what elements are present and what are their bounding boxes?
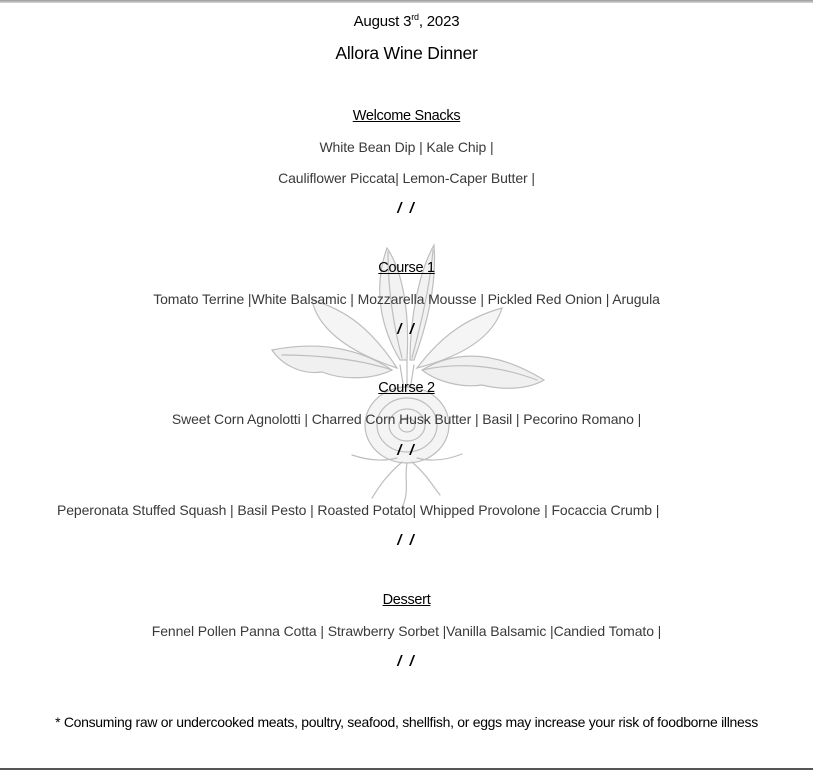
event-date: August 3rd, 2023 <box>353 12 460 30</box>
section-separator: / / <box>397 200 416 217</box>
allergy-footnote: * Consuming raw or undercooked meats, poultry, seafood, shellfish, or eggs may increase your risk of foodborne illness <box>55 714 758 730</box>
section-separator: / / <box>397 321 416 338</box>
section-heading-dessert: Dessert <box>382 592 431 608</box>
section-heading-course-2: Course 2 <box>378 380 435 396</box>
menu-line: Fennel Pollen Panna Cotta | Strawberry Sorbet |Vanilla Balsamic |Candied Tomato | <box>151 623 662 639</box>
menu-line: Cauliflower Piccata| Lemon-Caper Butter | <box>278 170 535 186</box>
bottom-rule <box>0 768 813 770</box>
section-separator: / / <box>397 532 416 549</box>
section-separator: / / <box>397 653 416 670</box>
section-heading-course-1: Course 1 <box>378 260 435 276</box>
menu-line: Sweet Corn Agnolotti | Charred Corn Husk Butter | Basil | Pecorino Romano | <box>171 411 642 427</box>
menu-line: White Bean Dip | Kale Chip | <box>319 139 494 155</box>
section-heading-welcome-snacks: Welcome Snacks <box>352 108 461 124</box>
menu-line: Peperonata Stuffed Squash | Basil Pesto | Roasted Potato| Whipped Provolone | Focaccia Crumb | <box>57 502 660 518</box>
menu-line: Tomato Terrine |White Balsamic | Mozzarella Mousse | Pickled Red Onion | Arugula <box>153 291 660 307</box>
section-separator: / / <box>397 442 416 459</box>
beet-icon <box>262 240 552 510</box>
page-title: Allora Wine Dinner <box>335 43 478 63</box>
top-rule <box>0 0 813 3</box>
